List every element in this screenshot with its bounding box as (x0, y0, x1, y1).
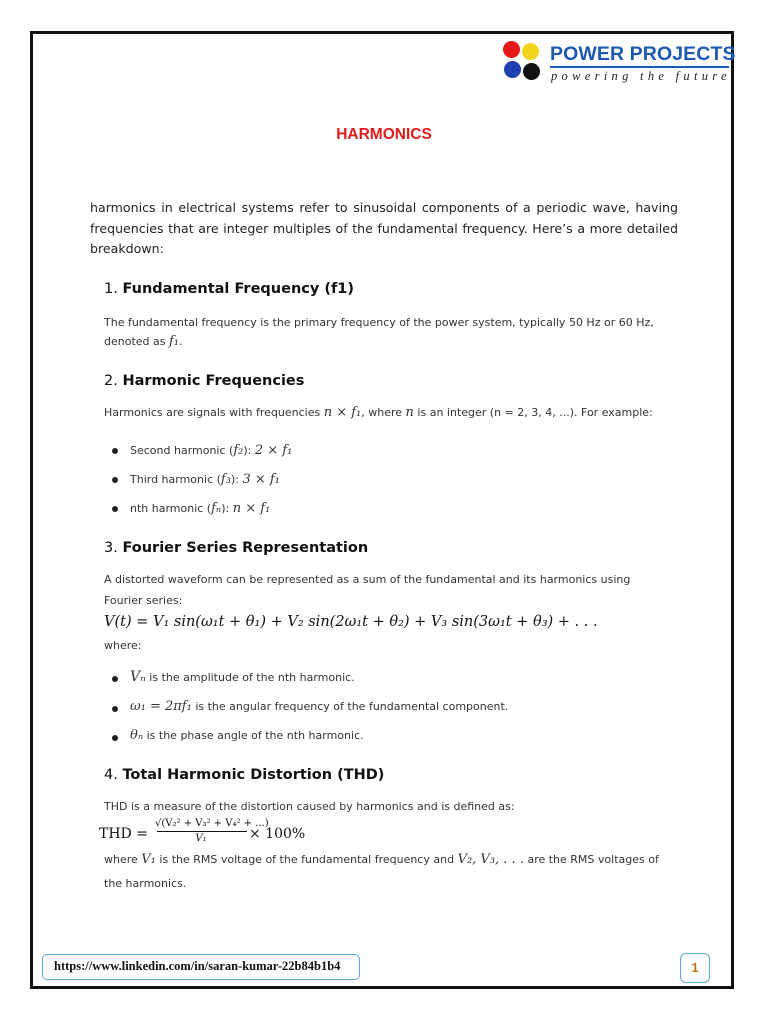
logo-black-dot (523, 63, 540, 80)
section-4-line-1: THD is a measure of the distortion caused by harmonics and is defined as: (104, 800, 515, 813)
logo-blue-dot (504, 61, 521, 78)
thd-formula (99, 818, 339, 850)
section-3-title: Fourier Series Representation (122, 540, 369, 556)
logo-tagline: powering the future (551, 69, 731, 83)
logo-underline (550, 66, 729, 68)
bullet-icon (112, 506, 118, 512)
logo-red-dot (503, 41, 520, 58)
bullet-icon (112, 706, 118, 712)
bullet-icon (112, 477, 118, 483)
section-3-number: 3. (104, 540, 118, 556)
n-times-f1: n × f₁ (323, 405, 362, 420)
fourier-series-formula: V(t) = V₁ sin(ω₁t + θ₁) + V₂ sin(2ω₁t + θ₂) + V₃ sin(3ω₁t + θ₃) + . . . (104, 614, 598, 630)
section-1-line-1: The fundamental frequency is the primary frequency of the power system, typically 50 Hz or 60 Hz, (104, 316, 654, 329)
section-3-line-2: Fourier series: (104, 594, 183, 607)
bullet-icon (112, 448, 118, 454)
brand-logo (501, 39, 736, 91)
harmonic-list-item: nth harmonic (fₙ): n × f₁ (130, 501, 271, 516)
fraction-bar (157, 831, 247, 832)
section-2-number: 2. (104, 373, 118, 389)
v2-v3-symbols: V₂, V₃, . . . (457, 852, 524, 867)
logo-name: POWER PROJECTS (550, 43, 736, 65)
section-1-heading (104, 281, 354, 297)
section-1-title: Fundamental Frequency (f1) (122, 281, 355, 297)
thd-denominator: V₁ (195, 833, 207, 844)
section-3-heading (104, 540, 368, 556)
linkedin-link[interactable]: https://www.linkedin.com/in/saran-kumar-22b84b1b4 (42, 954, 360, 980)
fourier-term-item: θₙ is the phase angle of the nth harmonic. (130, 728, 364, 743)
section-2-title: Harmonic Frequencies (122, 373, 305, 389)
thd-lhs: THD = (99, 826, 148, 842)
section-4-line-2: where V₁ is the RMS voltage of the fundamental frequency and V₂, V₃, . . . are the RMS voltages of (104, 852, 659, 867)
page-title: HARMONICS (336, 126, 432, 143)
n-symbol: n (405, 405, 414, 420)
bullet-icon (112, 676, 118, 682)
page-number-badge: 1 (680, 953, 710, 983)
section-4-heading (104, 767, 384, 783)
harmonic-list-item: Third harmonic (f₃): 3 × f₁ (130, 472, 280, 487)
bullet-icon (112, 735, 118, 741)
section-1-line-2: denoted as f₁. (104, 334, 183, 349)
logo-yellow-dot (522, 43, 539, 60)
section-2-line-1: Harmonics are signals with frequencies n × f₁, where n is an integer (n = 2, 3, 4, ...). For example: (104, 405, 653, 420)
section-1-number: 1. (104, 281, 118, 297)
f1-symbol: f₁ (168, 334, 180, 349)
intro-paragraph: harmonics in electrical systems refer to sinusoidal components of a periodic wave, having frequencies that are integer multiples of the fundamental frequency. Here’s a more detailed breakdown: (90, 200, 678, 256)
section-2-heading (104, 373, 304, 389)
v1-symbol: V₁ (141, 852, 156, 867)
fourier-term-item: Vₙ is the amplitude of the nth harmonic. (130, 669, 355, 685)
fourier-term-item: ω₁ = 2πf₁ is the angular frequency of the fundamental component. (130, 699, 509, 714)
section-4-number: 4. (104, 767, 118, 783)
harmonic-list-item: Second harmonic (f₂): 2 × f₁ (130, 443, 293, 458)
thd-numerator: √(V₂² + V₃² + V₄² + ...) (155, 818, 269, 829)
section-4-line-3: the harmonics. (104, 877, 187, 890)
section-3-where: where: (104, 639, 142, 652)
thd-rhs: × 100% (249, 826, 306, 842)
section-4-title: Total Harmonic Distortion (THD) (122, 767, 385, 783)
section-3-line-1: A distorted waveform can be represented as a sum of the fundamental and its harmonics using (104, 573, 631, 586)
